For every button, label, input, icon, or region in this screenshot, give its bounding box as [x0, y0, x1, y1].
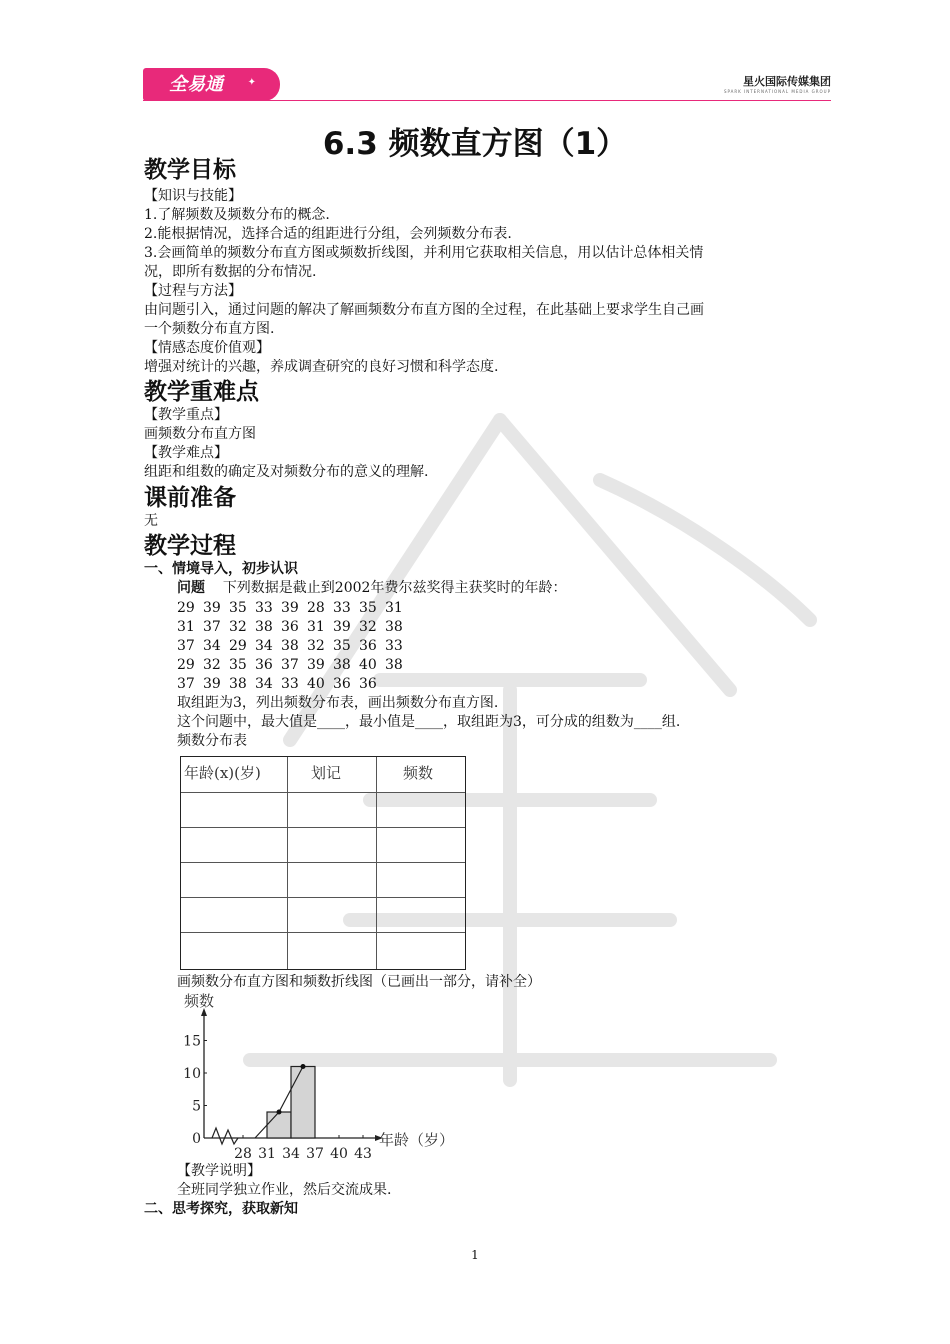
bars-group	[267, 1067, 315, 1139]
part1-heading: 一、情境导入，初步认识	[144, 561, 298, 577]
table-row-divider	[181, 932, 465, 933]
data-value: 36	[281, 619, 299, 635]
data-row	[177, 675, 385, 694]
focus-tag: 【教学重点】	[144, 407, 228, 423]
data-value: 34	[203, 638, 221, 654]
x-tick-label: 34	[282, 1146, 300, 1162]
polyline-point	[277, 1110, 282, 1115]
data-row	[177, 618, 411, 637]
difficulty-tag: 【教学难点】	[144, 445, 228, 461]
axis-break-symbol	[212, 1128, 238, 1144]
prep-content: 无	[144, 513, 158, 529]
header-divider	[143, 100, 831, 101]
heading-key-points: 教学重难点	[144, 379, 259, 405]
data-value: 37	[177, 638, 195, 654]
y-tick-label: 15	[183, 1033, 201, 1050]
table-column-divider	[376, 757, 377, 969]
table-row-divider	[181, 862, 465, 863]
data-value: 35	[333, 638, 351, 654]
part2-heading: 二、思考探究，获取新知	[144, 1201, 298, 1217]
knowledge-tag: 【知识与技能】	[144, 188, 242, 204]
data-value: 32	[307, 638, 325, 654]
company-name: 星火国际传媒集团	[743, 75, 831, 88]
data-value: 36	[359, 676, 377, 692]
data-value: 36	[255, 657, 273, 673]
x-tick-label: 43	[354, 1146, 372, 1162]
table-header-frequency: 频数	[403, 764, 434, 782]
data-value: 29	[177, 600, 195, 616]
goal-p1-line1: 由问题引入，通过问题的解决了解画频数分布直方图的全过程，在此基础上要求学生自己画	[144, 302, 704, 318]
page-number: 1	[471, 1248, 479, 1262]
data-value: 34	[255, 638, 273, 654]
data-value: 32	[203, 657, 221, 673]
data-value: 33	[333, 600, 351, 616]
heading-process: 教学过程	[144, 533, 236, 559]
table-row-divider	[181, 897, 465, 898]
data-value: 38	[281, 638, 299, 654]
data-row	[177, 637, 411, 656]
data-value: 39	[333, 619, 351, 635]
data-value: 39	[203, 600, 221, 616]
data-value: 37	[203, 619, 221, 635]
data-value: 36	[359, 638, 377, 654]
data-value: 38	[385, 619, 403, 635]
chart-caption: 画频数分布直方图和频数折线图（已画出一部分，请补全）	[177, 974, 541, 990]
question-line	[177, 579, 566, 598]
data-value: 37	[281, 657, 299, 673]
data-value: 36	[333, 676, 351, 692]
y-axis-label: 频数	[184, 992, 215, 1010]
data-value: 40	[359, 657, 377, 673]
table-row-divider	[181, 827, 465, 828]
table-row-divider	[181, 792, 465, 793]
data-value: 35	[229, 657, 247, 673]
data-row	[177, 656, 411, 675]
data-value: 38	[333, 657, 351, 673]
goal-k3-line2: 况，即所有数据的分布情况.	[144, 264, 317, 280]
ticks-group	[183, 1034, 372, 1163]
data-value: 38	[229, 676, 247, 692]
table-header-age: 年龄(x)(岁)	[184, 764, 261, 782]
data-value: 28	[307, 600, 325, 616]
data-value: 39	[281, 600, 299, 616]
y-tick-label: 5	[192, 1098, 201, 1115]
data-value: 34	[255, 676, 273, 692]
difficulty-text: 组距和组数的确定及对频数分布的意义的理解.	[144, 464, 429, 480]
blank-question: 这个问题中，最大值是____，最小值是____，取组距为3，可分成的组数为____组.	[177, 714, 681, 730]
data-value: 40	[307, 676, 325, 692]
histogram-bar	[291, 1067, 315, 1139]
goal-k2: 2.能根据情况，选择合适的组距进行分组，会列频数分布表.	[144, 226, 512, 242]
data-value: 31	[177, 619, 195, 635]
y-tick-label: 0	[192, 1131, 201, 1147]
focus-text: 画频数分布直方图	[144, 426, 256, 442]
data-value: 33	[255, 600, 273, 616]
data-row	[177, 599, 411, 618]
data-value: 31	[307, 619, 325, 635]
goal-k3-line1: 3.会画简单的频数分布直方图或频数折线图，并利用它获取相关信息，用以估计总体相关情	[144, 245, 704, 261]
data-value: 32	[359, 619, 377, 635]
heading-prep: 课前准备	[144, 485, 236, 511]
data-value: 39	[307, 657, 325, 673]
heading-goals: 教学目标	[144, 157, 236, 183]
data-value: 38	[255, 619, 273, 635]
frequency-table	[180, 756, 466, 970]
goal-e1: 增强对统计的兴趣，养成调查研究的良好习惯和科学态度.	[144, 359, 499, 375]
table-column-divider	[287, 757, 288, 969]
goal-k1: 1.了解频数及频数分布的概念.	[144, 207, 330, 223]
data-value: 29	[177, 657, 195, 673]
x-tick-label: 28	[234, 1146, 252, 1162]
question-text: 下列数据是截止到2002年费尔兹奖得主获奖时的年龄：	[222, 580, 567, 596]
data-value: 39	[203, 676, 221, 692]
y-tick-label: 10	[183, 1066, 201, 1082]
brand-logo: 全易通 ✦	[143, 68, 280, 101]
question-label: 问题	[177, 580, 205, 596]
page-title: 6.3 频数直方图（1）	[322, 126, 628, 162]
x-axis-label: 年龄（岁）	[379, 1131, 455, 1149]
data-value: 35	[229, 600, 247, 616]
data-value: 32	[229, 619, 247, 635]
emotion-tag: 【情感态度价值观】	[144, 340, 270, 356]
data-value: 37	[177, 676, 195, 692]
data-value: 38	[385, 657, 403, 673]
company-name-en: SPARK INTERNATIONAL MEDIA GROUP	[723, 89, 831, 94]
data-value: 31	[385, 600, 403, 616]
x-tick-label: 40	[330, 1146, 348, 1162]
data-value: 35	[359, 600, 377, 616]
histogram-bar	[267, 1112, 291, 1138]
data-value: 29	[229, 638, 247, 654]
data-value: 33	[385, 638, 403, 654]
goal-p1-line2: 一个频数分布直方图.	[144, 321, 275, 337]
data-value: 33	[281, 676, 299, 692]
table-header-tally: 划记	[311, 764, 342, 782]
process-tag: 【过程与方法】	[144, 283, 242, 299]
x-tick-label: 37	[306, 1146, 324, 1162]
note-text: 全班同学独立作业，然后交流成果.	[177, 1182, 392, 1198]
x-tick-label: 31	[258, 1146, 276, 1162]
polyline-point	[301, 1064, 306, 1069]
table-title: 频数分布表	[177, 733, 247, 749]
task-text: 取组距为3，列出频数分布表，画出频数分布直方图.	[177, 695, 499, 711]
histogram-chart	[170, 990, 470, 1165]
note-tag: 【教学说明】	[177, 1163, 261, 1179]
